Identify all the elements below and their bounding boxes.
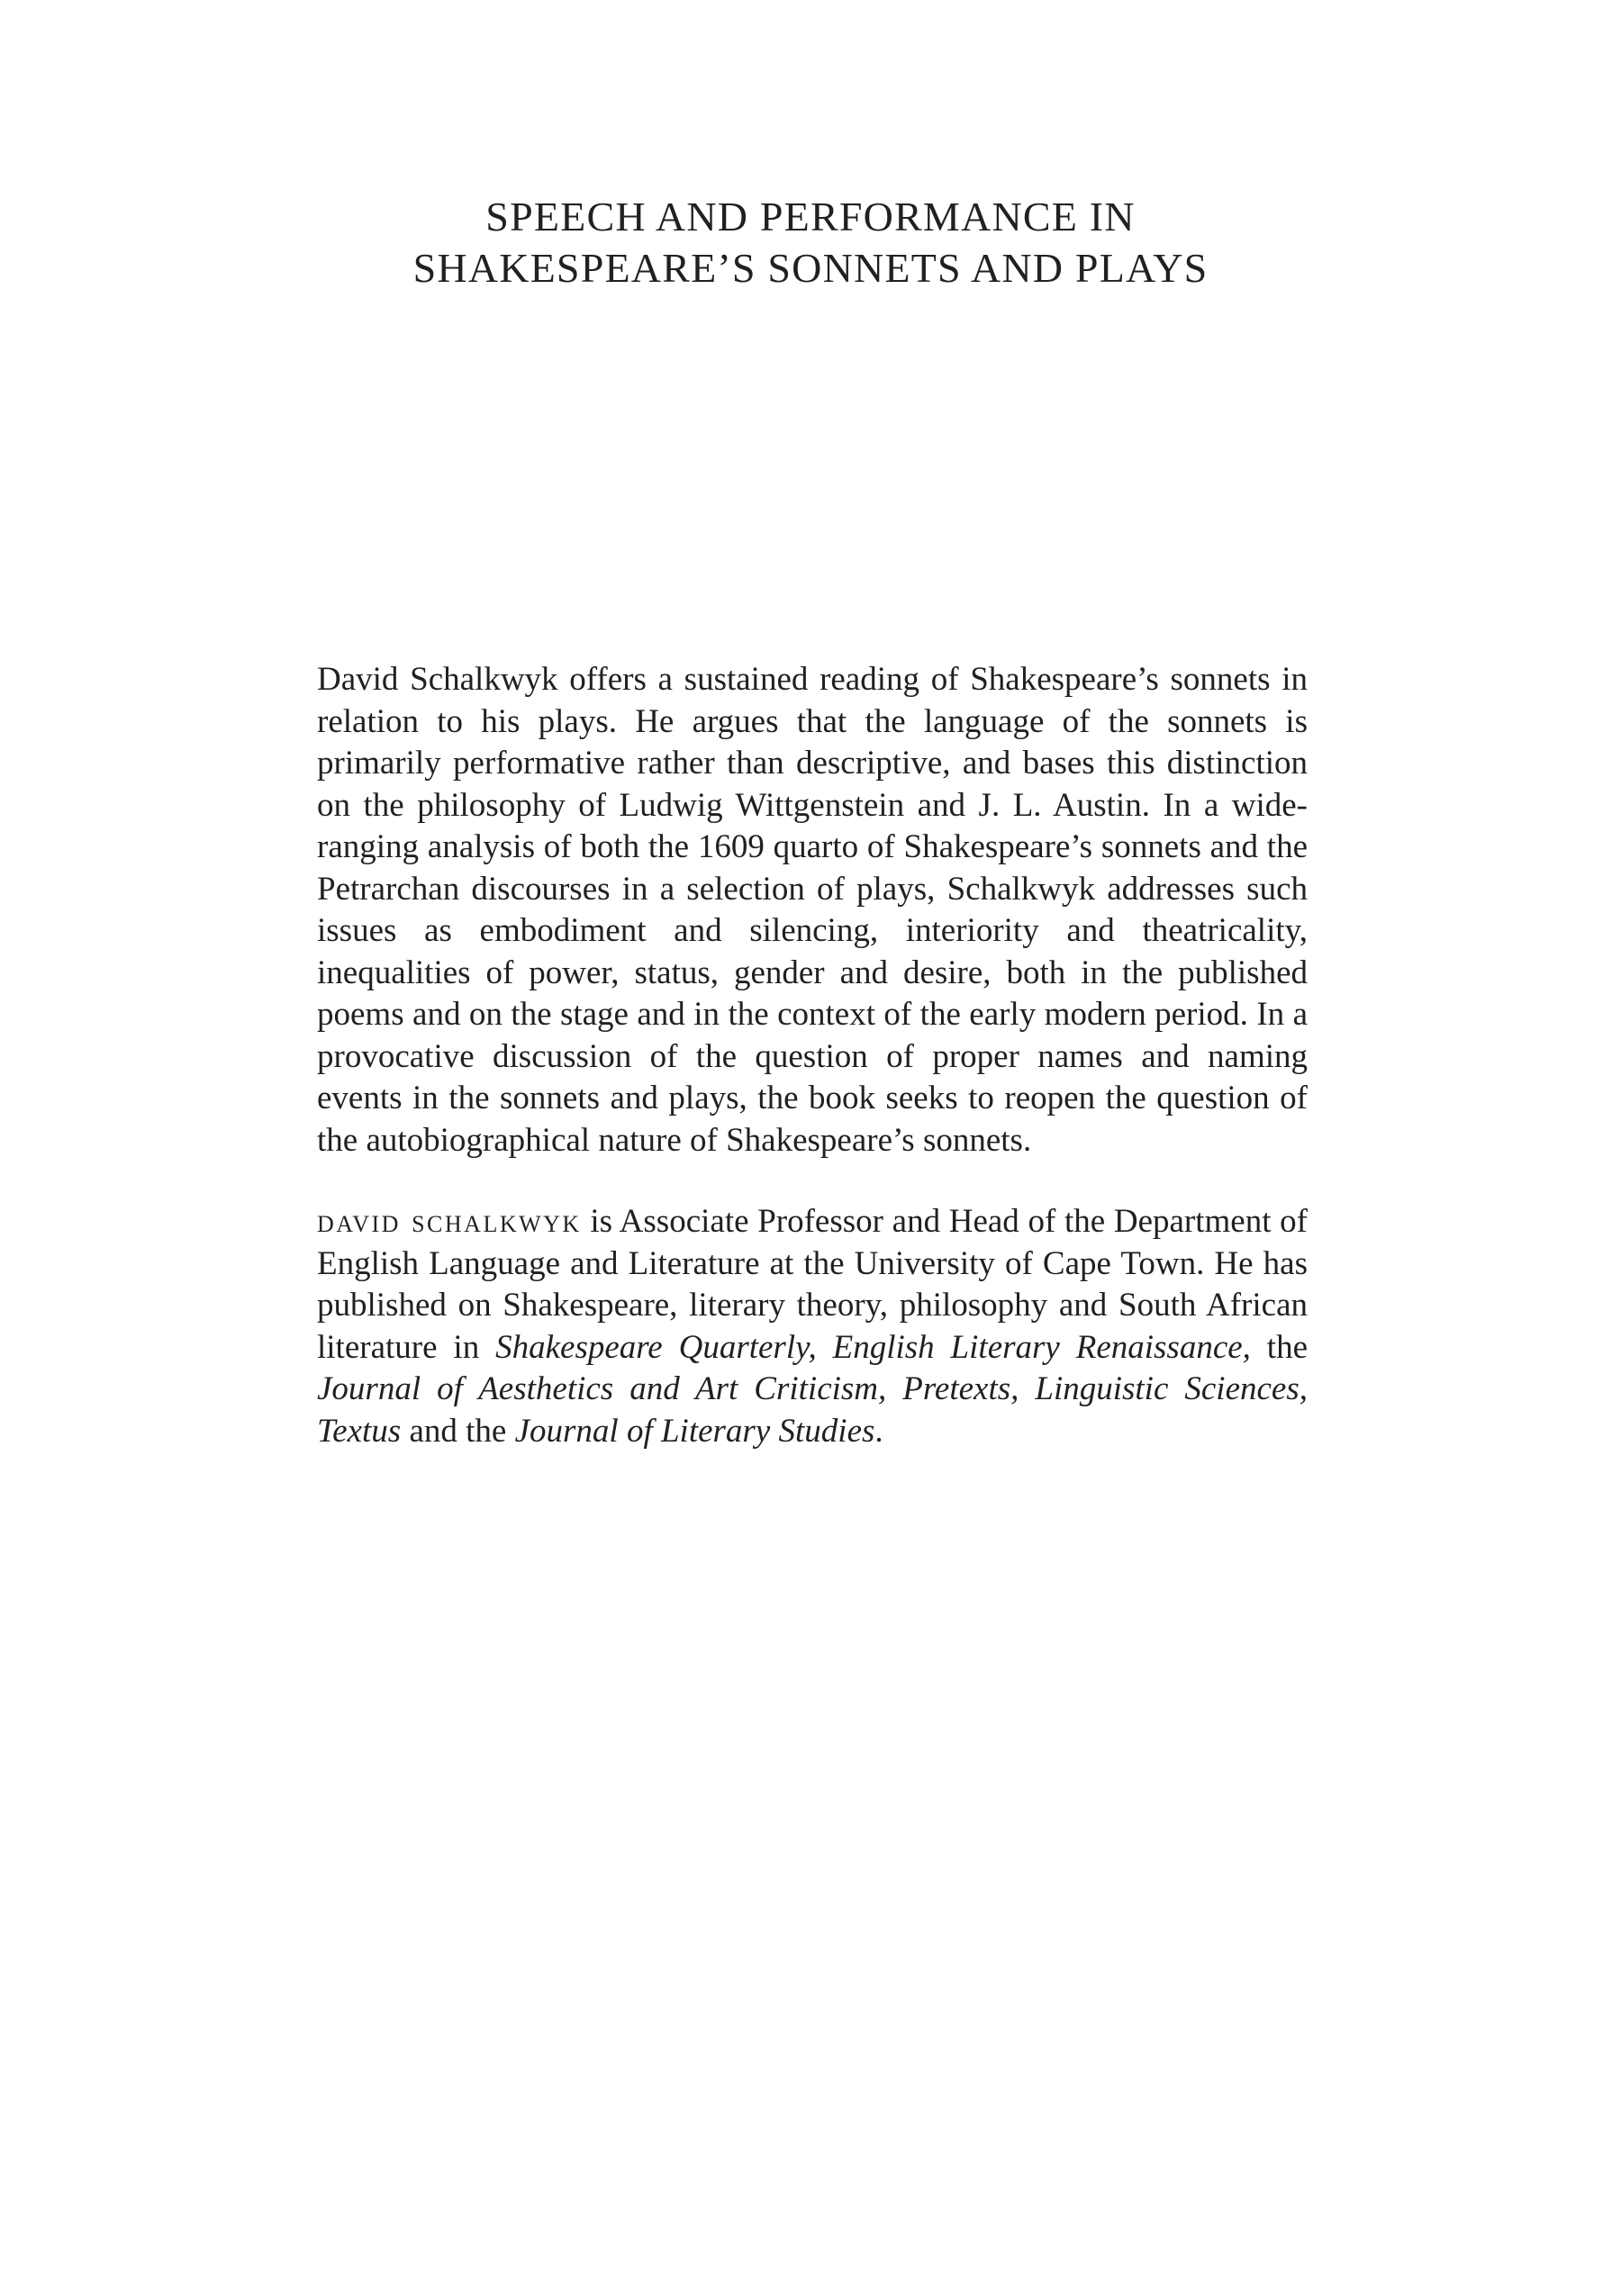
bio-end: . bbox=[874, 1412, 883, 1450]
book-title bbox=[0, 191, 1621, 294]
author-name: david schalkwyk bbox=[317, 1203, 582, 1240]
journal-list-1: Shakespeare Quarterly, English Literary Renaissance, bbox=[495, 1328, 1251, 1366]
bio-separator-1: the bbox=[1250, 1328, 1309, 1366]
bio-separator-2: and the bbox=[401, 1412, 515, 1450]
journal-list-2: Journal of Aesthetics and Art Criticism, Pretexts, Linguistic Sciences, Textus bbox=[317, 1370, 1308, 1450]
bio-text: is Associate Professor and Head of the Department of English Language and Literature at the University of Cape Town. He has published on Shakespeare, literary theory, philosophy and South African literature in bbox=[317, 1203, 1308, 1366]
book-summary: David Schalkwyk offers a sustained reading of Shakespeare’s sonnets in relation to his plays. He argues that the language of the sonnets is primarily performative rather than descriptive, and bases this distinction on the philosophy of Ludwig Wittgenstein and J. L. Austin. In a wide-ranging analysis of both the 1609 quarto of Shakespeare’s sonnets and the Petrarchan discourses in a selection of plays, Schalkwyk addresses such issues as embodiment and silencing, interiority and theatricality, inequalities of power, status, gender and desire, both in the published poems and on the stage and in the context of the early modern period. In a provocative discussion of the question of proper names and naming events in the sonnets and plays, the book seeks to reopen the question of the autobiographical nature of Shakespeare’s sonnets. bbox=[317, 661, 1308, 1159]
book-title-line-2: SHAKESPEARE’S SONNETS AND PLAYS bbox=[412, 245, 1209, 291]
book-title-line-1: SPEECH AND PERFORMANCE IN bbox=[485, 194, 1136, 240]
blurb bbox=[317, 659, 1308, 1452]
author-bio bbox=[317, 1201, 1308, 1452]
journal-list-3: Journal of Literary Studies bbox=[514, 1412, 875, 1450]
